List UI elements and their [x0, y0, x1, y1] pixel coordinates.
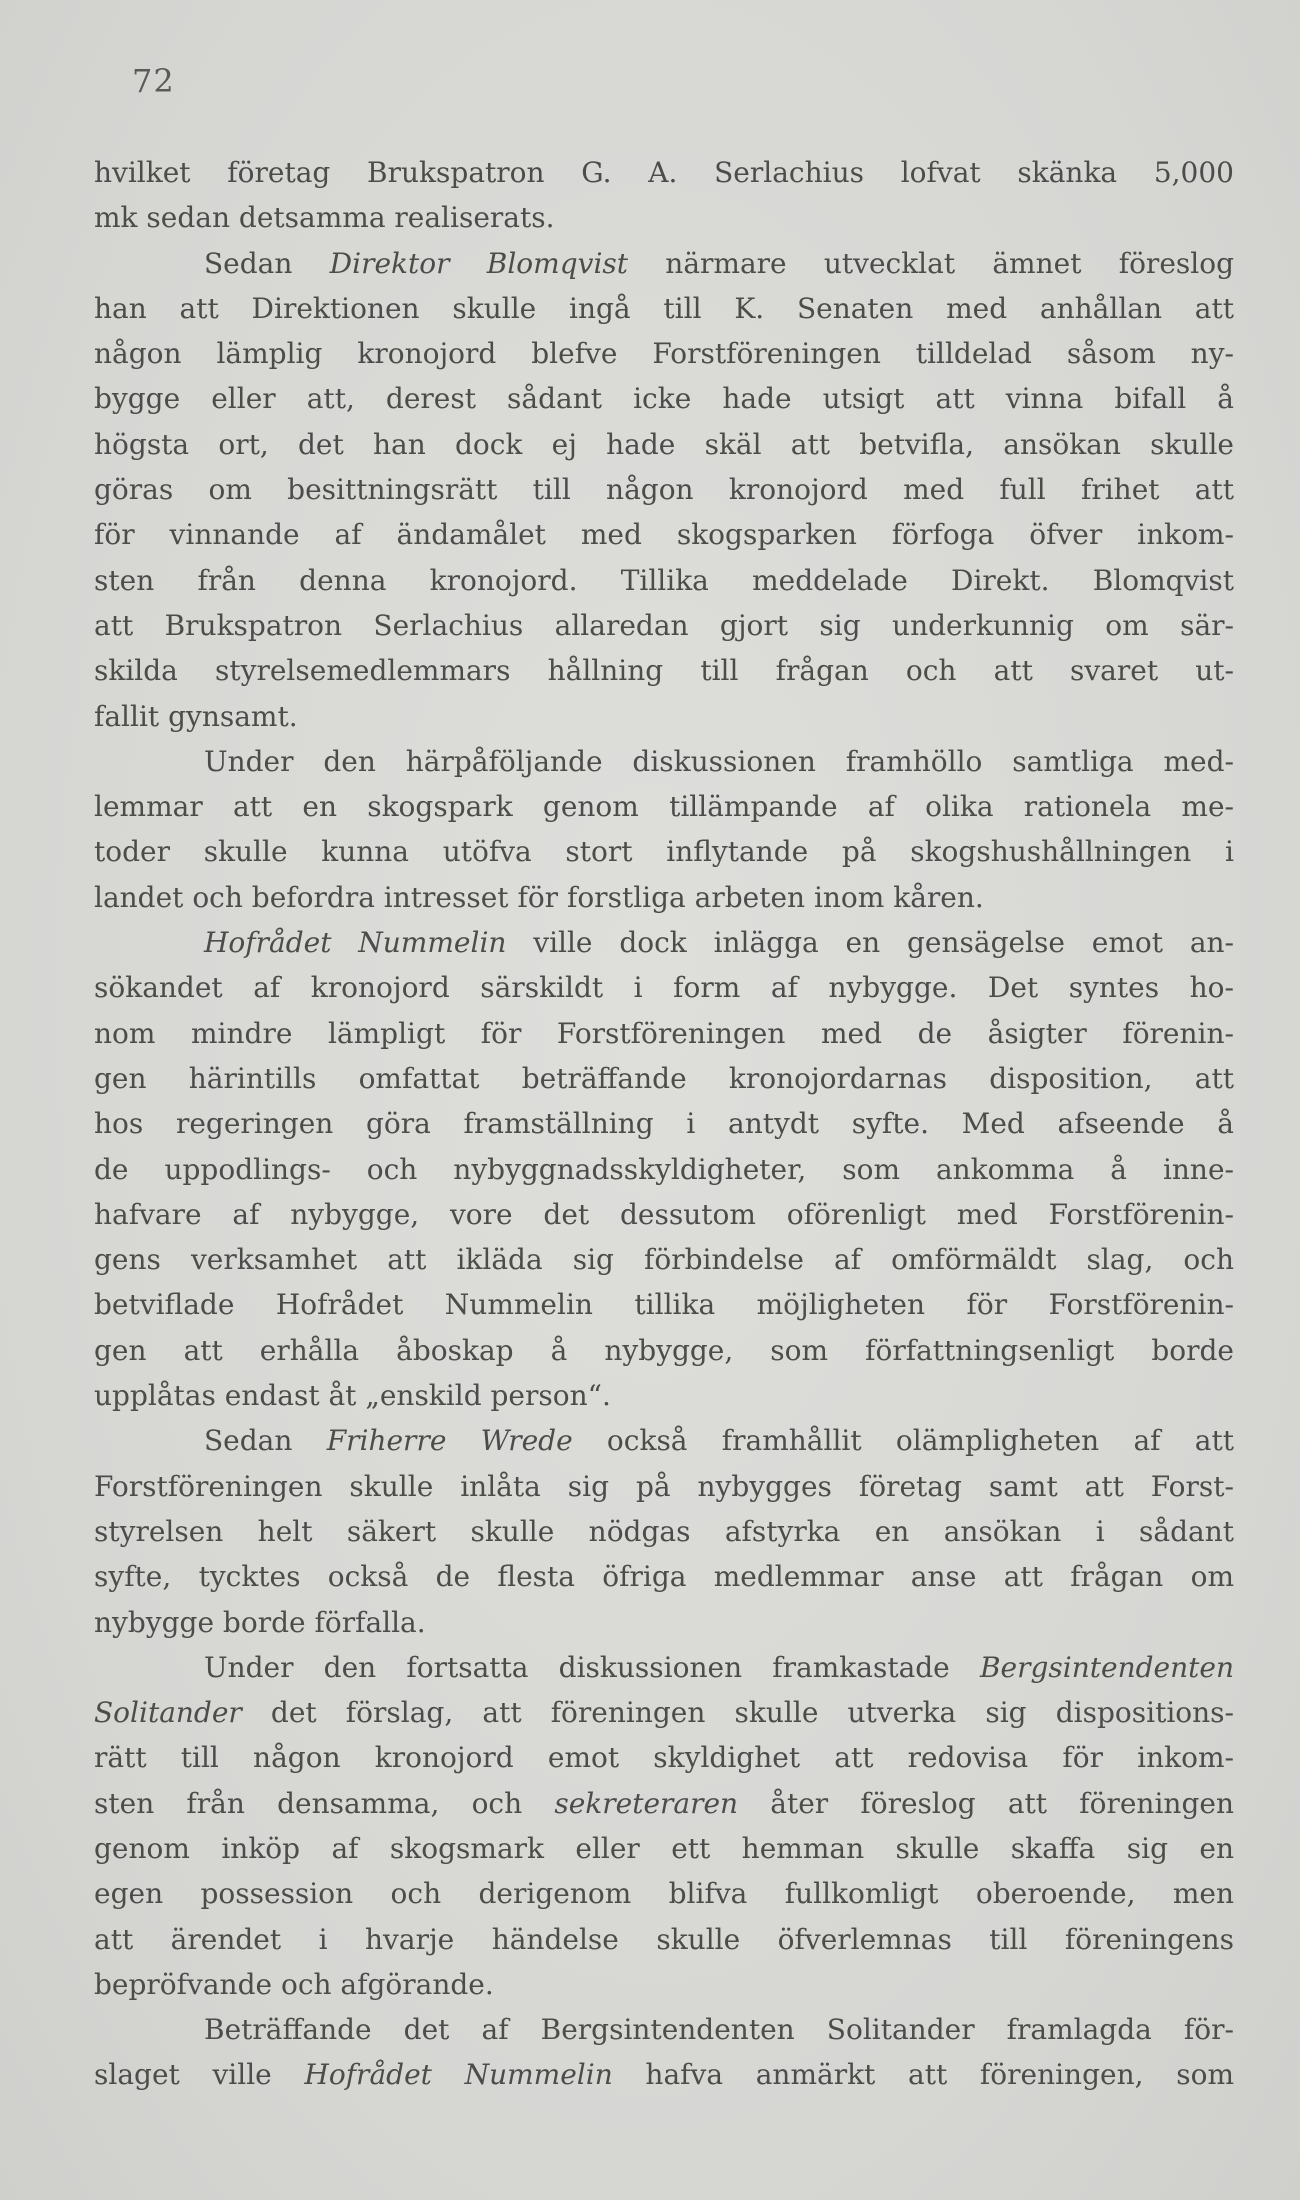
text-line: hos regeringen göra framställning i antydt syfte. Med afseende å	[94, 1107, 1234, 1141]
document-body	[94, 150, 1234, 2098]
text-line: göras om besittningsrätt till någon kronojord med full frihet att	[94, 473, 1234, 507]
text-line: rätt till någon kronojord emot skyldighet att redovisa för inkom-	[94, 1741, 1234, 1775]
text-line: egen possession och derigenom blifva fullkomligt oberoende, men	[94, 1877, 1234, 1911]
text-line: hafvare af nybygge, vore det dessutom oförenligt med Forstförenin-	[94, 1197, 1234, 1231]
text-line: genom inköp af skogsmark eller ett hemman skulle skaffa sig en	[94, 1831, 1234, 1865]
text-line: gen att erhålla åboskap å nybygge, som författningsenligt borde	[94, 1333, 1234, 1367]
text-line: Under den fortsatta diskussionen framkastade Bergsintendenten	[204, 1650, 1234, 1684]
text-line: någon lämplig kronojord blefve Forstföreningen tilldelad såsom ny-	[94, 337, 1234, 371]
text-line: sten från denna kronojord. Tillika meddelade Direkt. Blomqvist	[94, 563, 1234, 597]
text-line: han att Direktionen skulle ingå till K. Senaten med anhållan att	[94, 291, 1234, 325]
text-line: betviflade Hofrådet Nummelin tillika möjligheten för Forstförenin-	[94, 1288, 1234, 1322]
text-line: nom mindre lämpligt för Forstföreningen med de åsigter förenin-	[94, 1016, 1234, 1050]
text-line: Hofrådet Nummelin ville dock inlägga en gensägelse emot an-	[204, 926, 1234, 960]
paragraph	[94, 1645, 1234, 2007]
text-line: mk sedan detsamma realiserats.	[94, 201, 555, 235]
text-line: slaget ville Hofrådet Nummelin hafva anmärkt att föreningen, som	[94, 2058, 1234, 2092]
text-line: hvilket företag Brukspatron G. A. Serlachius lofvat skänka 5,000	[94, 156, 1234, 189]
text-line: bygge eller att, derest sådant icke hade utsigt att vinna bifall å	[94, 382, 1234, 416]
text-line: gen härintills omfattat beträffande kronojordarnas disposition, att	[94, 1061, 1234, 1095]
text-line: högsta ort, det han dock ej hade skäl att betvifla, ansökan skulle	[94, 427, 1234, 461]
text-line: Sedan Direktor Blomqvist närmare utvecklat ämnet föreslog	[204, 246, 1234, 280]
page-number: 72	[132, 62, 175, 100]
paragraph	[94, 920, 1234, 1418]
text-line: nybygge borde förfalla.	[94, 1605, 426, 1639]
text-line: styrelsen helt säkert skulle nödgas afstyrka en ansökan i sådant	[94, 1514, 1234, 1548]
text-line: Under den härpåföljande diskussionen framhöllo samtliga med-	[204, 744, 1234, 778]
text-line: syfte, tycktes också de flesta öfriga medlemmar anse att frågan om	[94, 1560, 1234, 1594]
text-line: sten från densamma, och sekreteraren åter föreslog att föreningen	[94, 1786, 1234, 1820]
text-line: att ärendet i hvarje händelse skulle öfverlemnas till föreningens	[94, 1922, 1234, 1956]
text-line: upplåtas endast åt „enskild person“.	[94, 1379, 611, 1413]
paragraph	[94, 739, 1234, 920]
text-line: Solitander det förslag, att föreningen skulle utverka sig dispositions-	[94, 1696, 1234, 1730]
text-line: sökandet af kronojord särskildt i form af nybygge. Det syntes ho-	[94, 971, 1234, 1005]
text-line: Beträffande det af Bergsintendenten Solitander framlagda för-	[204, 2013, 1234, 2047]
paragraph	[94, 1418, 1234, 1644]
text-line: för vinnande af ändamålet med skogsparken förfoga öfver inkom-	[94, 518, 1234, 552]
text-line: lemmar att en skogspark genom tillämpande af olika rationela me-	[94, 790, 1234, 824]
text-line: skilda styrelsemedlemmars hållning till frågan och att svaret ut-	[94, 654, 1234, 688]
text-line: toder skulle kunna utöfva stort inflytande på skogshushållningen i	[94, 835, 1234, 869]
text-line: att Brukspatron Serlachius allaredan gjort sig underkunnig om sär-	[94, 608, 1234, 642]
paragraph	[94, 2007, 1234, 2098]
text-line: fallit gynsamt.	[94, 699, 298, 733]
paragraph	[94, 150, 1234, 241]
paragraph	[94, 241, 1234, 739]
text-line: Sedan Friherre Wrede också framhållit olämpligheten af att	[204, 1424, 1234, 1458]
text-line: gens verksamhet att ikläda sig förbindelse af omförmäldt slag, och	[94, 1243, 1234, 1277]
text-line: Forstföreningen skulle inlåta sig på nybygges företag samt att Forst-	[94, 1469, 1234, 1503]
text-line: landet och befordra intresset för forstliga arbeten inom kåren.	[94, 880, 984, 914]
text-line: bepröfvande och afgörande.	[94, 1967, 494, 2001]
text-line: de uppodlings- och nybyggnadsskyldigheter, som ankomma å inne-	[94, 1152, 1234, 1186]
